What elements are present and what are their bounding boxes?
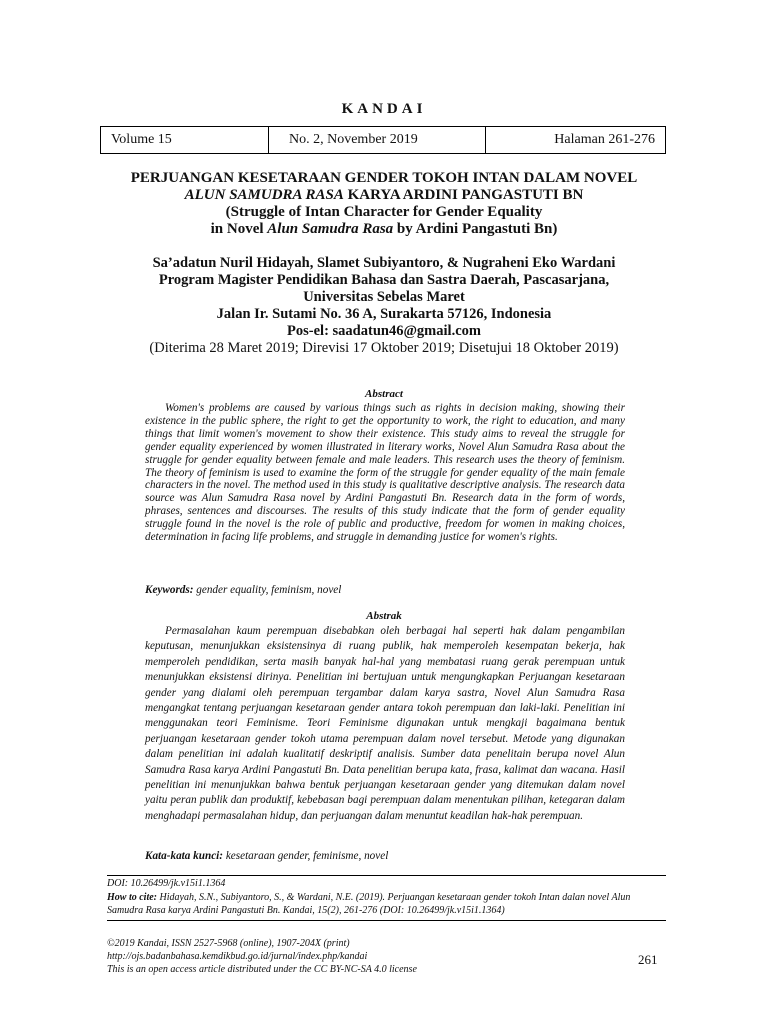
author-university: Universitas Sebelas Maret [303,289,465,305]
author-address: Jalan Ir. Sutami No. 36 A, Surakarta 57126, Indonesia [216,306,552,322]
citation-top-rule [107,875,666,876]
page-number: 261 [638,952,658,967]
abstract-heading: Abstract [365,388,403,400]
issue-cell: No. 2, November 2019 [269,127,486,153]
journal-name: KANDAI [341,101,427,117]
kata-kunci-text: kesetaraan gender, feminisme, novel [223,850,389,862]
english-title-pre: in Novel [210,221,268,237]
doi-line[interactable]: DOI: 10.26499/jk.v15i1.1364 [107,878,226,889]
author-names: Sa’adatun Nuril Hidayah, Slamet Subiyantoro, & Nugraheni Eko Wardani [152,255,616,271]
journal-url-link[interactable]: http://ojs.badanbahasa.kemdikbud.go.id/jurnal/index.php/kandai [107,951,368,962]
abstrak-paragraph: Permasalahan kaum perempuan disebabkan oleh berbagai hal seperti hak dalam pengambilan keputusan, menunjukkan eksistensinya di ruang publik, hak memperoleh kesempatan bekerja, hak memperoleh pendidikan, serta masih banyak hal-hal yang membatasi ruang gerak perempuan untuk menunjukkan eksistensi dirinya. Penelitian ini bertujuan untuk mengungkapkan Perjuangan kesetaraan gender yang dialami oleh perempuan tergambar dalam karya sastra, Novel Alun Samudra Rasa mengangkat tentang perjuangan kesetaraan gender antara tokoh perempuan dan laki-laki. Penelitian ini menggunakan teori Feminisme. Teori Feminisme digunakan untuk mengkaji bagaimana bentuk perjuangan kesetaraan gender tokoh utama perempuan dalam novel tersebut. Metode yang digunakan dalam penelitian ini adalah kualitatif deskriptif analisis. Sumber data penelitain berupa novel Alun Samudra Rasa karya Ardini Pangastuti Bn. Data penelitian berupa kata, frasa, kalimat dan wacana. Hasil penelitian ini menunjukkan bahwa bentuk perjuangan kesetaraan gender yang ditemukan dalam novel yaitu peran publik dan produktif, kebebasan bagi perempuan dalam menentukan pilihan, ketegaran dalam menghadapi permasalahan hidup, dan perjuangan dalam menuntut keadilan hak-hak perempuan. [145,625,625,822]
author-email: Pos-el: saadatun46@gmail.com [287,323,481,339]
english-novel-title: Alun Samudra Rasa [267,221,394,237]
article-title-line1: PERJUANGAN KESETARAAN GENDER TOKOH INTAN DALAM NOVEL [130,170,638,186]
abstrak-keywords [145,850,625,862]
volume-info-table [100,126,666,154]
citation-bottom-rule [107,920,666,921]
article-title-line2 [60,187,708,204]
english-title-line1: (Struggle of Intan Character for Gender Equality [225,204,543,220]
abstrak-heading: Abstrak [366,610,402,622]
abstract-keywords [145,584,625,596]
volume-cell: Volume 15 [101,127,269,153]
english-title-post: by Ardini Pangastuti Bn) [393,221,558,237]
abstract-body [145,402,625,544]
copyright-line: ©2019 Kandai, ISSN 2527-5968 (online), 1907-204X (print) [107,938,350,949]
abstract-paragraph: Women's problems are caused by various things such as rights in decision making, showing their existence in the public sphere, the right to get the opportunity to work, the right to education, and many things that limit women's movement to show their existence. This study aims to reveal the struggle for gender equality experienced by women illustrated in literary works, Novel Alun Samudra Rasa about the struggle for gender equality between female and male leaders. This research uses the theory of feminism. The theory of feminism is used to examine the form of the struggle for gender equality of the main female characters in the novel. The method used in this study is qualitative descriptive analysis. The research data source was Alun Samudra Rasa novel by Ardini Pangastuti Bn. Research data in the form of words, phrases, sentences and discourses. The results of this study indicate that the form of gender equality struggle found in the novel is the role of public and productive, freedom for women in making choices, determination in facing life problems, and struggle in demanding justice for women's rights. [145,402,625,544]
kata-kunci-label: Kata-kata kunci: [145,850,224,862]
pages-cell: Halaman 261-276 [554,132,655,147]
how-to-cite-text: Hidayah, S.N., Subiyantoro, S., & Wardani, N.E. (2019). Perjuangan kesetaraan gender tokoh Intan dalan novel Alun Samudra Rasa karya Ardini Pangastuti Bn. Kandai, 15(2), 261-276 (DOI: 10.26499/jk.v15i1.1364) [107,892,631,916]
author-program: Program Magister Pendidikan Bahasa dan Sastra Daerah, Pascasarjana, [158,272,610,288]
keywords-label: Keywords: [145,584,194,596]
novel-title: ALUN SAMUDRA RASA [184,187,344,203]
abstrak-body [145,624,625,824]
keywords-text: gender equality, feminism, novel [193,584,342,596]
how-to-cite [107,891,667,917]
how-to-cite-label: How to cite: [107,892,157,903]
english-title-line2 [60,221,708,238]
submission-dates: (Diterima 28 Maret 2019; Direvisi 17 Oktober 2019; Disetujui 18 Oktober 2019) [149,340,619,356]
license-line: This is an open access article distributed under the CC BY-NC-SA 4.0 license [107,964,417,975]
title-line2-rest: KARYA ARDINI PANGASTUTI BN [343,187,584,203]
